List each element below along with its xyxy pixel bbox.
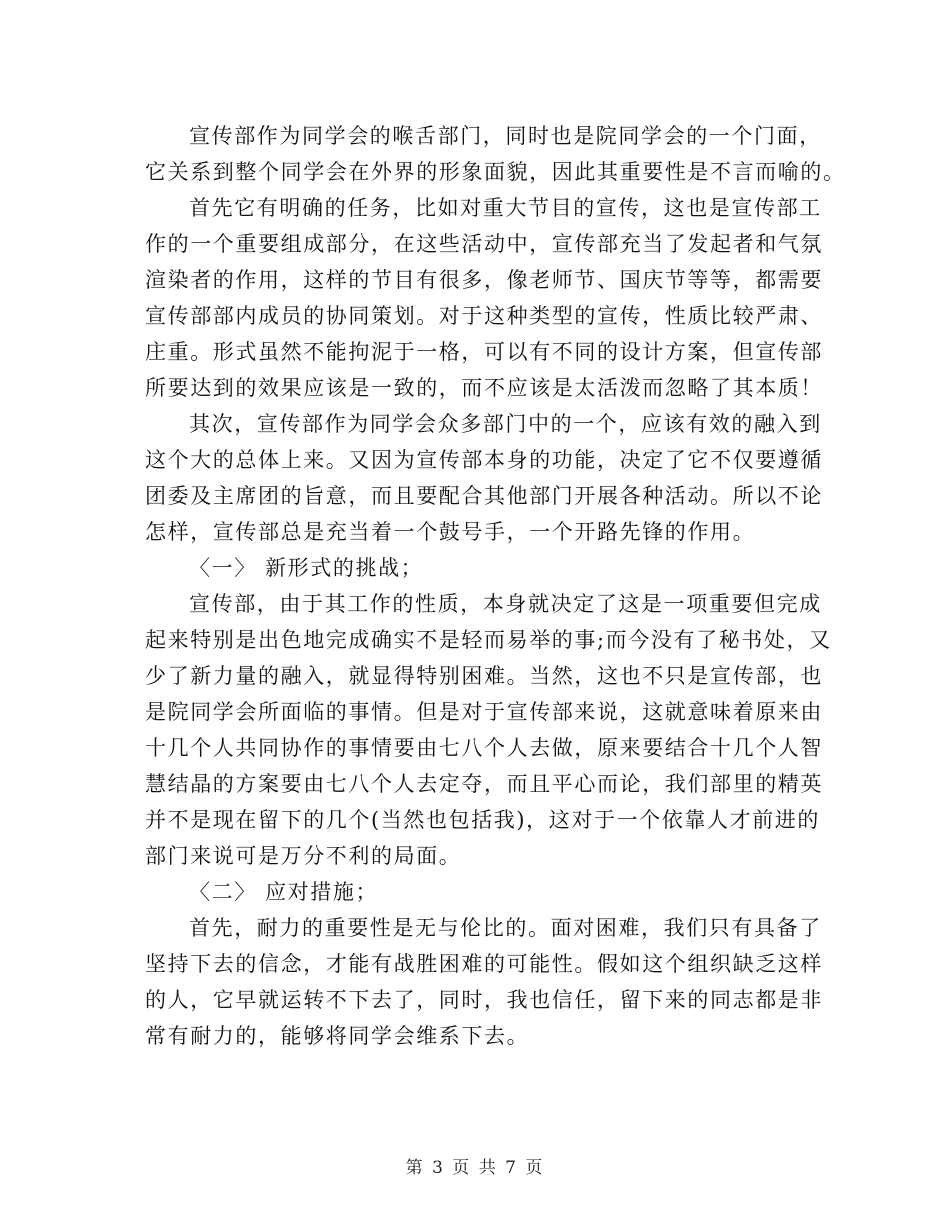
text-line: 渲染者的作用，这样的节目有很多，像老师节、国庆节等等，都需要 <box>145 268 823 292</box>
text-line: 作的一个重要组成部分，在这些活动中，宣传部充当了发起者和气氛 <box>145 232 823 256</box>
text-line: 宣传部部内成员的协同策划。对于这种类型的宣传，性质比较严肃、 <box>145 304 823 328</box>
text-line: 宣传部，由于其工作的性质，本身就决定了这是一项重要但完成 <box>189 592 822 616</box>
text-line: 的人，它早就运转不下去了，同时，我也信任，留下来的同志都是非 <box>145 988 823 1012</box>
text-line: 其次，宣传部作为同学会众多部门中的一个，应该有效的融入到 <box>189 412 822 436</box>
text-line: 团委及主席团的旨意，而且要配合其他部门开展各种活动。所以不论 <box>145 484 823 508</box>
text-line: 宣传部作为同学会的喉舌部门，同时也是院同学会的一个门面， <box>189 124 822 148</box>
text-line: 慧结晶的方案要由七八个人去定夺，而且平心而论，我们部里的精英 <box>145 772 823 796</box>
text-line: 庄重。形式虽然不能拘泥于一格，可以有不同的设计方案，但宣传部 <box>145 340 823 364</box>
text-line: 是院同学会所面临的事情。但是对于宣传部来说，这就意味着原来由 <box>145 700 823 724</box>
text-line: 常有耐力的，能够将同学会维系下去。 <box>145 1024 530 1048</box>
section-heading: 〈二〉 应对措施； <box>189 880 379 904</box>
text-line: 它关系到整个同学会在外界的形象面貌，因此其重要性是不言而喻的。 <box>145 160 846 184</box>
text-line: 并不是现在留下的几个(当然也包括我)，这对于一个依靠人才前进的 <box>145 808 820 832</box>
text-line: 坚持下去的信念，才能有战胜困难的可能性。假如这个组织缺乏这样 <box>145 952 823 976</box>
text-line: 起来特别是出色地完成确实不是轻而易举的事;而今没有了秘书处，又 <box>145 628 832 652</box>
section-heading: 〈一〉 新形式的挑战； <box>189 556 424 580</box>
text-line: 怎样，宣传部总是充当着一个鼓号手，一个开路先锋的作用。 <box>145 520 756 544</box>
page-number-footer: 第 3 页 共 7 页 <box>405 1158 545 1178</box>
text-line: 少了新力量的融入，就显得特别困难。当然，这也不只是宣传部，也 <box>145 664 823 688</box>
text-line: 所要达到的效果应该是一致的，而不应该是太活泼而忽略了其本质！ <box>145 376 823 400</box>
text-line: 十几个人共同协作的事情要由七八个人去做，原来要结合十几个人智 <box>145 736 823 760</box>
text-line: 首先，耐力的重要性是无与伦比的。面对困难，我们只有具备了 <box>189 916 822 940</box>
text-line: 部门来说可是万分不利的局面。 <box>145 844 462 868</box>
text-line: 这个大的总体上来。又因为宣传部本身的功能，决定了它不仅要遵循 <box>145 448 823 472</box>
text-line: 首先它有明确的任务，比如对重大节目的宣传，这也是宣传部工 <box>189 196 822 220</box>
